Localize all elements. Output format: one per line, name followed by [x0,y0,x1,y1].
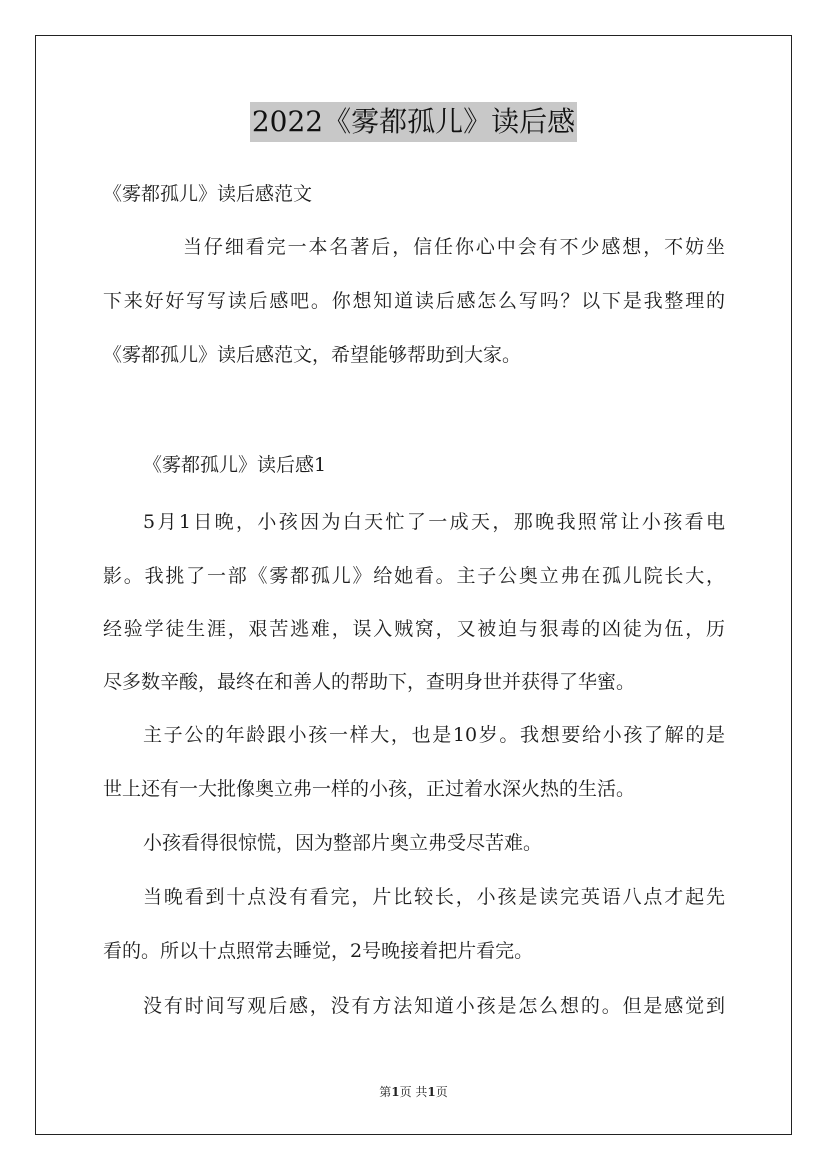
body-line-3: 经验学徒生涯，艰苦逃难，误入贼窝，又被迫与狠毒的凶徒为伍，历 [103,618,725,640]
body-line-9: 看的。所以十点照常去睡觉，2号晚接着把片看完。 [103,940,534,962]
body-line-4: 尽多数辛酸，最终在和善人的帮助下，查明身世并获得了华蜜。 [103,671,636,693]
document-subtitle: 《雾都孤儿》读后感范文 [103,183,313,205]
intro-line-3: 《雾都孤儿》读后感范文，希望能够帮助到大家。 [103,344,522,366]
document-title: 2022《雾都孤儿》读后感 [250,102,577,142]
footer-prefix: 第 [379,1085,392,1099]
intro-line-1: 当仔细看完一本名著后，信任你心中会有不少感想，不妨坐 [183,236,725,258]
footer-mid: 页 共 [399,1085,428,1099]
footer-current-page: 1 [391,1085,400,1099]
body-line-6: 世上还有一大批像奥立弗一样的小孩，正过着水深火热的生活。 [103,778,636,800]
section-heading: 《雾都孤儿》读后感1 [143,454,327,476]
body-line-10: 没有时间写观后感，没有方法知道小孩是怎么想的。但是感觉到 [143,995,725,1017]
body-line-5: 主子公的年龄跟小孩一样大，也是10岁。我想要给小孩了解的是 [143,724,725,746]
footer-total-pages: 1 [427,1085,436,1099]
page-footer [0,1084,827,1100]
body-line-8: 当晚看到十点没有看完，片比较长，小孩是读完英语八点才起先 [143,886,725,908]
intro-line-2: 下来好好写写读后感吧。你想知道读后感怎么写吗？以下是我整理的 [103,290,725,312]
body-line-7: 小孩看得很惊慌，因为整部片奥立弗受尽苦难。 [143,832,543,854]
body-line-2: 影。我挑了一部《雾都孤儿》给她看。主子公奥立弗在孤儿院长大， [103,565,725,587]
footer-suffix: 页 [435,1085,448,1099]
body-line-1: 5月1日晚，小孩因为白天忙了一成天，那晚我照常让小孩看电 [143,511,725,533]
title-container [0,102,827,142]
